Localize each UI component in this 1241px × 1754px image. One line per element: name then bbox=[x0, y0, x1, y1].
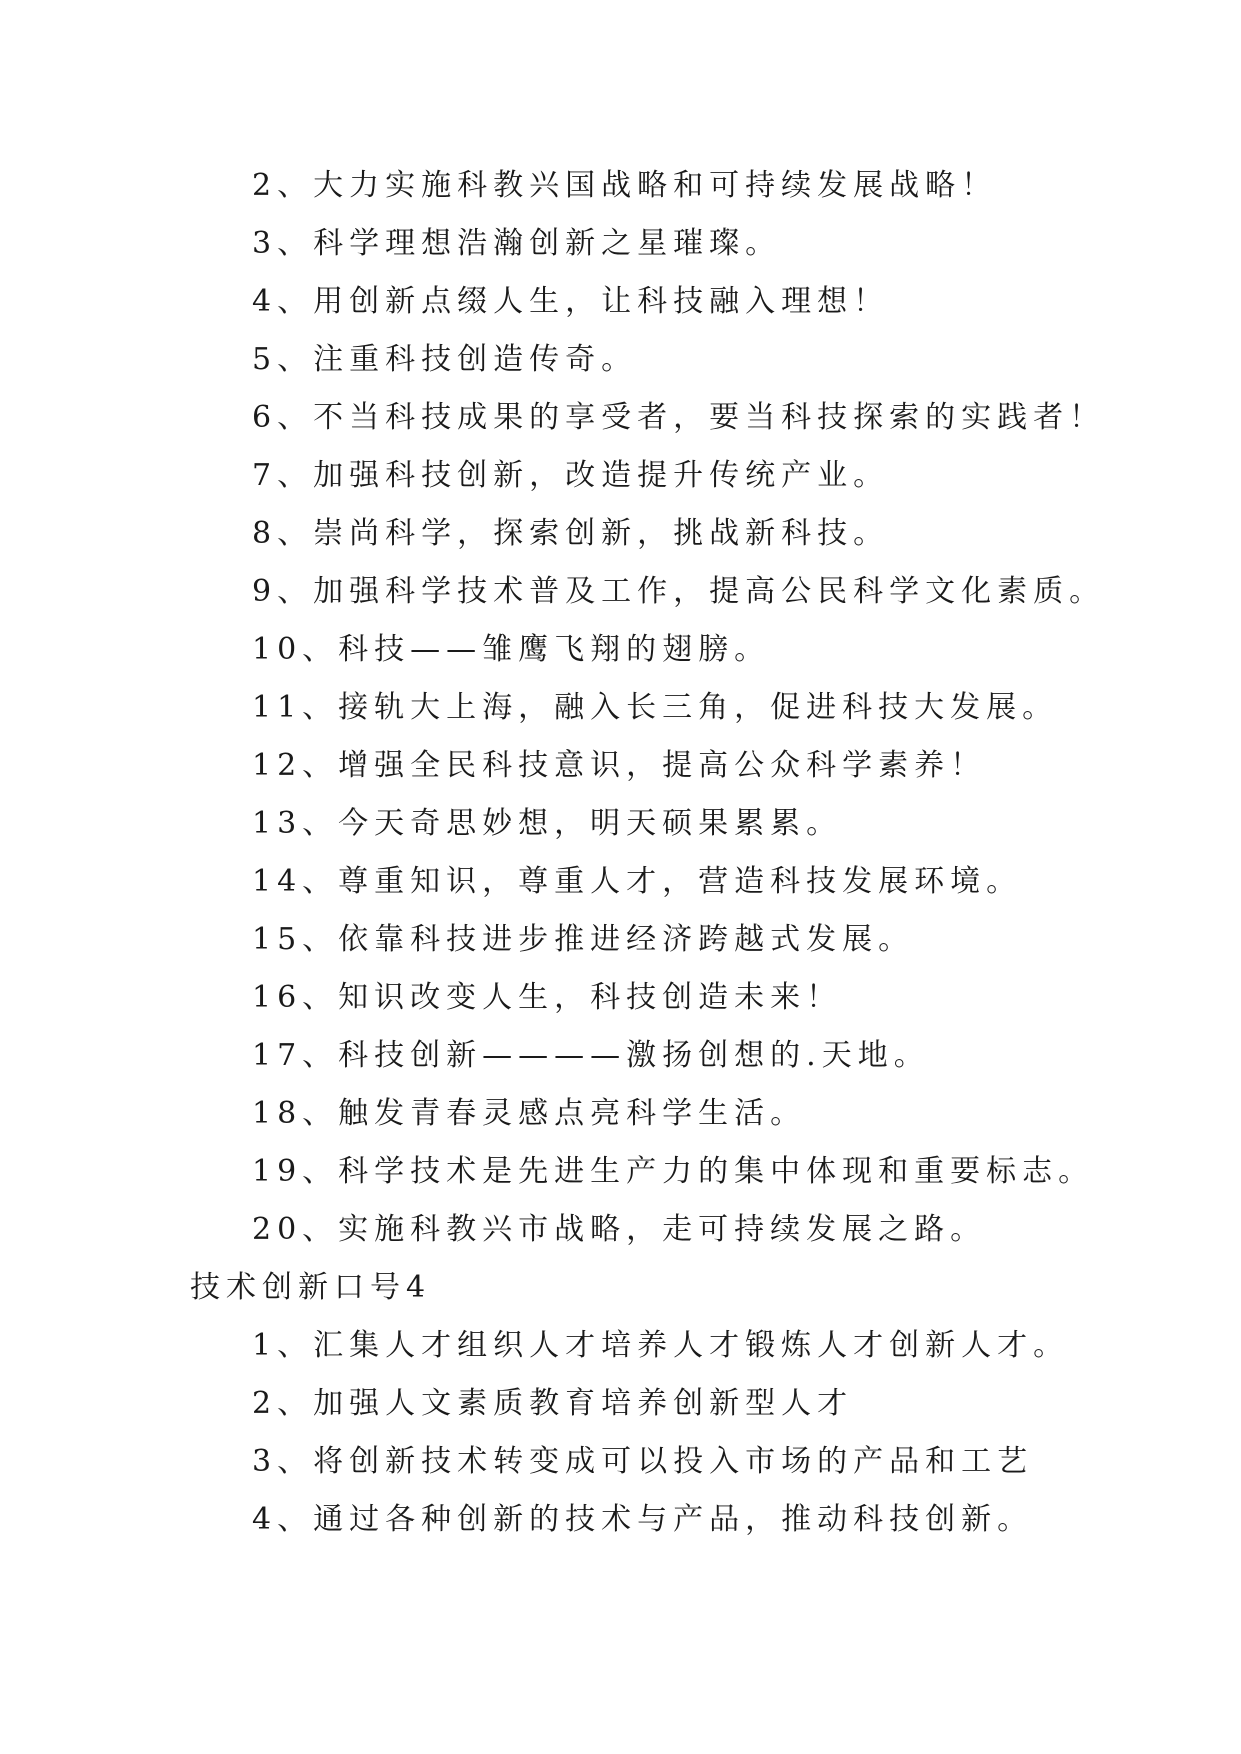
list-item: 12、增强全民科技意识，提高公众科学素养！ bbox=[252, 748, 987, 783]
list-item: 17、科技创新————激扬创想的.天地。 bbox=[252, 1038, 930, 1073]
list-item: 4、通过各种创新的技术与产品，推动科技创新。 bbox=[252, 1502, 1034, 1537]
list-item: 10、科技——雏鹰飞翔的翅膀。 bbox=[252, 632, 771, 667]
list-item: 14、尊重知识，尊重人才，营造科技发展环境。 bbox=[252, 864, 1023, 899]
list-item: 16、知识改变人生，科技创造未来！ bbox=[252, 980, 843, 1015]
list-item: 6、不当科技成果的享受者，要当科技探索的实践者！ bbox=[252, 400, 1106, 435]
list-item: 13、今天奇思妙想，明天硕果累累。 bbox=[252, 806, 843, 841]
list-item: 20、实施科教兴市战略，走可持续发展之路。 bbox=[252, 1212, 987, 1247]
list-item: 7、加强科技创新，改造提升传统产业。 bbox=[252, 458, 890, 493]
list-item: 4、用创新点缀人生，让科技融入理想！ bbox=[252, 284, 890, 319]
list-item: 3、将创新技术转变成可以投入市场的产品和工艺 bbox=[252, 1444, 1034, 1479]
list-item: 2、加强人文素质教育培养创新型人才 bbox=[252, 1386, 854, 1421]
list-item: 15、依靠科技进步推进经济跨越式发展。 bbox=[252, 922, 915, 957]
list-item: 9、加强科学技术普及工作，提高公民科学文化素质。 bbox=[252, 574, 1106, 609]
document-body bbox=[190, 157, 1106, 1549]
list-item: 8、崇尚科学，探索创新，挑战新科技。 bbox=[252, 516, 890, 551]
list-item: 1、汇集人才组织人才培养人才锻炼人才创新人才。 bbox=[252, 1328, 1070, 1363]
list-item: 2、大力实施科教兴国战略和可持续发展战略！ bbox=[252, 168, 998, 203]
section-heading: 技术创新口号4 bbox=[190, 1270, 432, 1305]
list-item: 3、科学理想浩瀚创新之星璀璨。 bbox=[252, 226, 782, 261]
list-item: 5、注重科技创造传奇。 bbox=[252, 342, 638, 377]
list-item: 11、接轨大上海，融入长三角，促进科技大发展。 bbox=[252, 690, 1059, 725]
list-item: 18、触发青春灵感点亮科学生活。 bbox=[252, 1096, 807, 1131]
list-item: 19、科学技术是先进生产力的集中体现和重要标志。 bbox=[252, 1154, 1095, 1189]
